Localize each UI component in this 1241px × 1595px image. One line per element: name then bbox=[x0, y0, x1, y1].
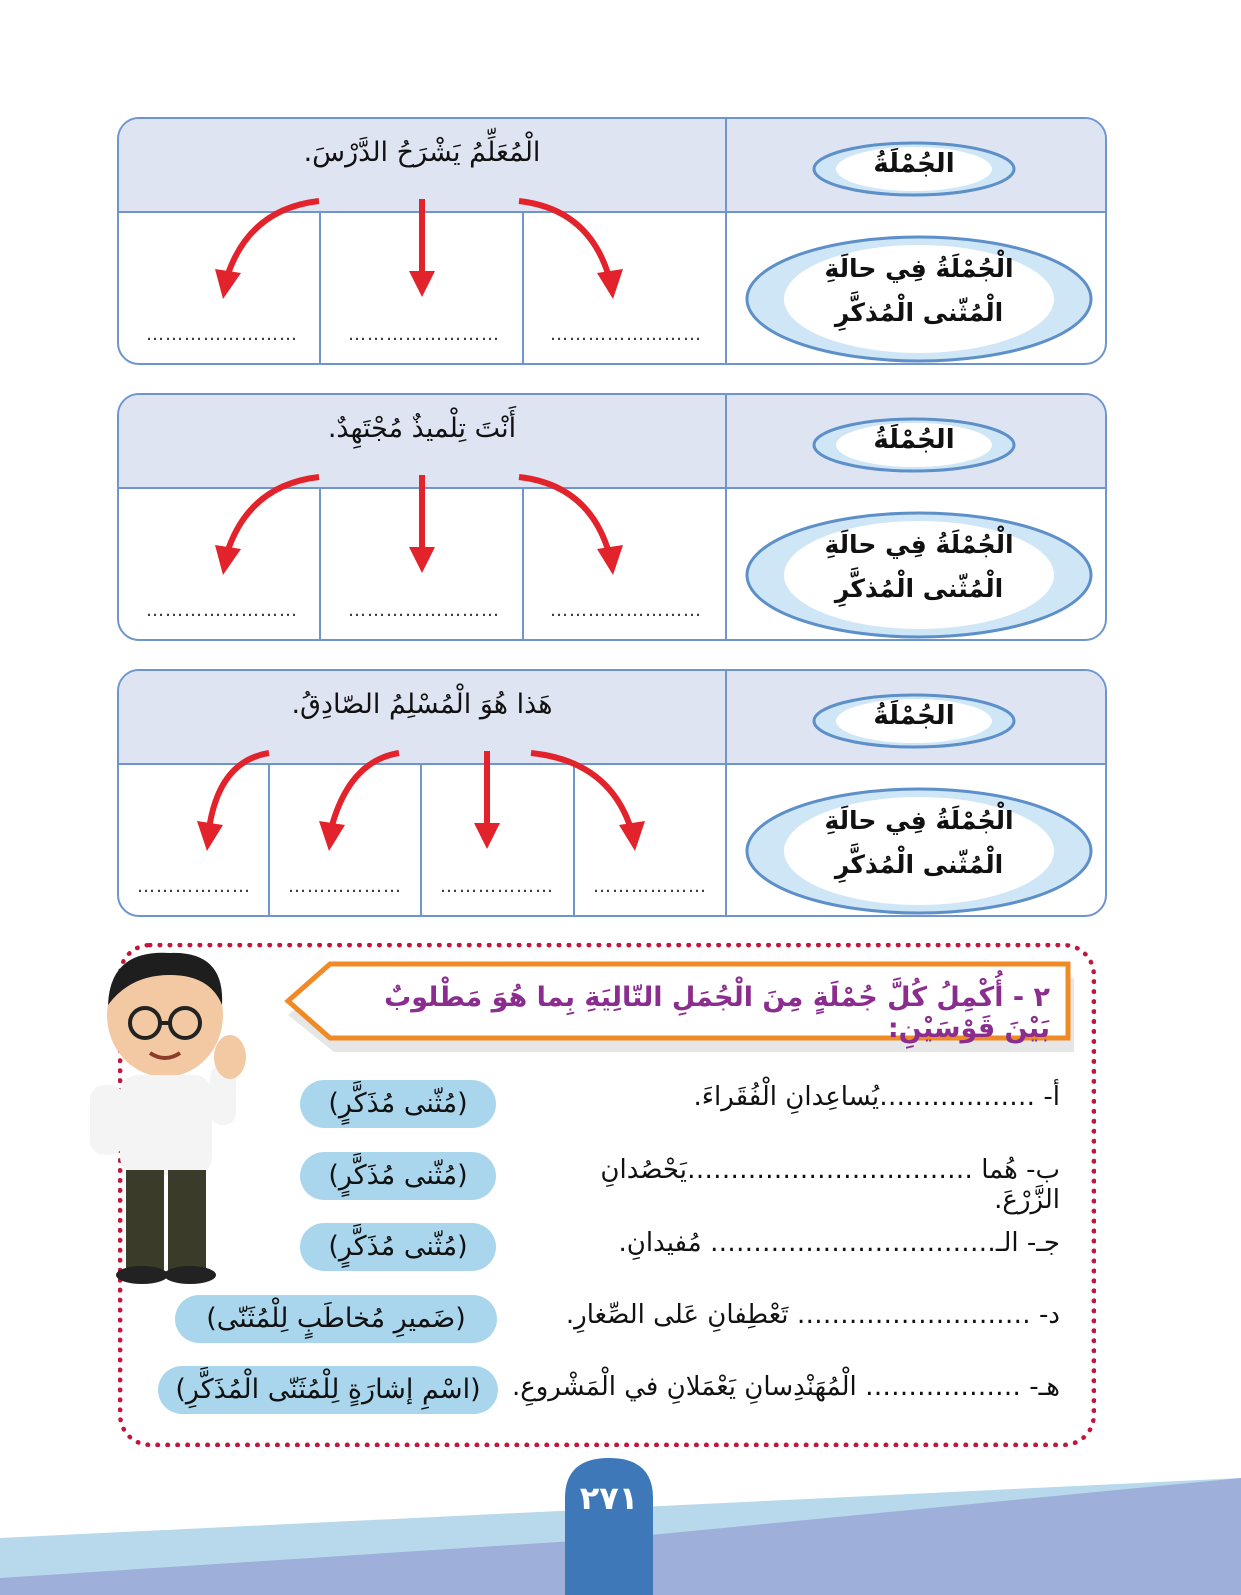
table-2 bbox=[117, 393, 1107, 641]
hint-tag: (ضَميرِ مُخاطَبٍ لِلْمُثَنّى) bbox=[175, 1295, 497, 1343]
blank-3: …………………… bbox=[146, 324, 298, 345]
sentence: الْمُعَلِّمُ يَشْرَحُ الدَّرْسَ. bbox=[303, 137, 541, 168]
table-3 bbox=[117, 669, 1107, 917]
row-label: الْجُمْلَةُ فِي حالَةِ الْمُثّنى الْمُذكَّرِ bbox=[824, 530, 1014, 603]
hint-tag: (اسْمِ إشارَةٍ لِلْمُثَنّى الْمُذَكَّرِ) bbox=[158, 1366, 498, 1414]
blank-1: ……………… bbox=[593, 876, 707, 897]
blank-4: ……………… bbox=[137, 876, 251, 897]
list-item: هـ- ……………… الْمُهَنْدِسانِ يَعْمَلانِ في الْمَشْروعِ. bbox=[511, 1372, 1060, 1402]
header-label: الجُمْلَةُ bbox=[873, 425, 955, 455]
hint-tag: (مُثّنى مُذَكَّرٍ) bbox=[300, 1080, 496, 1128]
list-item: أ- ………………يُساعِدانِ الْفُقَراءَ. bbox=[693, 1082, 1060, 1112]
blank-2: …………………… bbox=[348, 600, 500, 621]
arrows-icon bbox=[119, 741, 725, 851]
list-item: د- ……………………… تَعْطِفانِ عَلى الصِّغارِ. bbox=[565, 1300, 1060, 1330]
hint-tag: (مُثّنى مُذَكَّرٍ) bbox=[300, 1223, 496, 1271]
arrows-icon bbox=[119, 465, 725, 575]
row-label: الْجُمْلَةُ فِي حالَةِ الْمُثّنى الْمُذكَّرِ bbox=[824, 806, 1014, 879]
header-label: الجُمْلَةُ bbox=[873, 149, 955, 179]
sentence: أَنْتَ تِلْميذٌ مُجْتَهِدٌ. bbox=[327, 413, 517, 444]
header-label: الجُمْلَةُ bbox=[873, 701, 955, 731]
list-item: ب- هُما ……………………………يَحْصُدانِ الزَّرْعَ. bbox=[600, 1155, 1060, 1215]
blank-1: …………………… bbox=[550, 600, 702, 621]
blank-2: ……………… bbox=[440, 876, 554, 897]
hint-tag: (مُثّنى مُذَكَّرٍ) bbox=[300, 1152, 496, 1200]
blank-2: …………………… bbox=[348, 324, 500, 345]
boy-character-icon bbox=[70, 945, 270, 1285]
blank-1: …………………… bbox=[550, 324, 702, 345]
instruction-text: ٢ - أُكْمِلُ كُلَّ جُمْلَةٍ مِنَ الْجُمَلِ التّالِيَةِ بِما هُوَ مَطْلوبٌ بَيْنَ قَوْسَيْنِ: bbox=[384, 982, 1050, 1044]
sentence: هَذا هُوَ الْمُسْلِمُ الصّادِقُ. bbox=[291, 689, 553, 720]
page-number: ٢٧١ bbox=[579, 1479, 639, 1517]
arrows-icon bbox=[119, 189, 725, 299]
blank-3: ……………… bbox=[288, 876, 402, 897]
blank-3: …………………… bbox=[146, 600, 298, 621]
table-1 bbox=[117, 117, 1107, 365]
row-label: الْجُمْلَةُ فِي حالَةِ الْمُثّنى الْمُذكَّرِ bbox=[824, 254, 1014, 327]
list-item: جـ- الـ…………………………… مُفيدانِ. bbox=[618, 1228, 1060, 1258]
